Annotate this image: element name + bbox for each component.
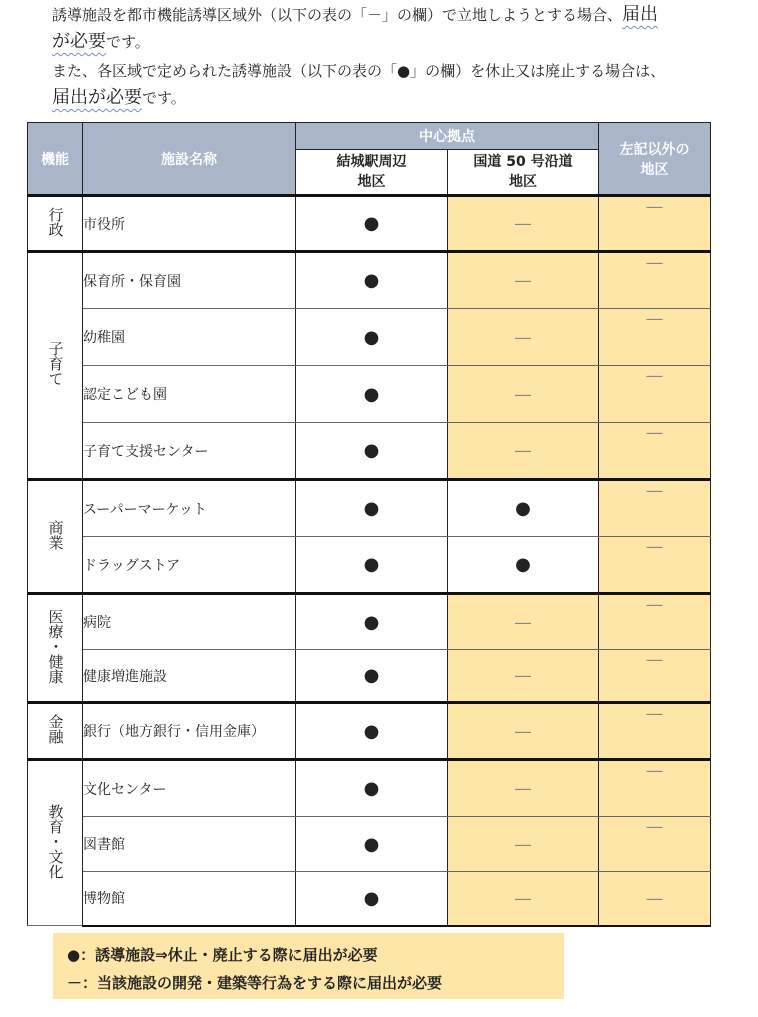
table-row	[28, 872, 711, 926]
table-row	[28, 594, 711, 650]
yuki-mark-cell: ●	[296, 309, 448, 366]
route50-mark-cell: ―	[448, 366, 599, 423]
route50-mark-cell: ―	[448, 817, 599, 872]
intro-p1-tail: です。	[106, 33, 150, 51]
intro-text	[52, 0, 742, 114]
yuki-mark-cell: ●	[296, 872, 448, 926]
function-label: 教育・文化	[46, 803, 65, 879]
header-other-districts	[599, 123, 711, 196]
function-cell	[28, 196, 83, 252]
other-mark-cell: ―	[599, 423, 711, 480]
intro-p1-text: 誘導施設を都市機能誘導区域外（以下の表の「－」の欄）で立地しようとする場合、	[52, 6, 623, 24]
header-route50-line1: 国道 50 号沿道	[473, 154, 573, 170]
intro-paragraph-1	[52, 0, 742, 58]
other-mark-cell: ―	[599, 650, 711, 703]
table-body	[28, 196, 711, 926]
other-mark-cell: ―	[599, 196, 711, 252]
function-label: 行政	[46, 206, 65, 237]
table-header	[28, 123, 711, 196]
route50-mark-cell: ●	[448, 480, 599, 537]
header-function: 機能	[28, 123, 83, 196]
other-mark-cell: ―	[599, 366, 711, 423]
facility-name-cell: 保育所・保育園	[83, 252, 296, 309]
header-other-line1: 左記以外の	[619, 141, 690, 158]
table-row	[28, 252, 711, 309]
header-center-hub: 中心拠点	[296, 123, 599, 150]
route50-mark-cell: ―	[448, 594, 599, 650]
other-mark-cell: ―	[599, 537, 711, 594]
table-row	[28, 537, 711, 594]
table-row	[28, 760, 711, 817]
route50-mark-cell: ―	[448, 252, 599, 309]
legend-line-1: ●：誘導施設⇒休止・廃止する際に届出が必要	[67, 946, 378, 964]
yuki-mark-cell: ●	[296, 650, 448, 703]
yuki-mark-cell: ●	[296, 760, 448, 817]
header-route50	[448, 150, 599, 196]
legend-line-2: －：当該施設の開発・建築等行為をする際に届出が必要	[67, 974, 443, 992]
function-label: 医療・健康	[46, 608, 65, 684]
facility-name-cell: 病院	[83, 594, 296, 650]
header-yuki-station	[296, 150, 448, 196]
yuki-mark-cell: ●	[296, 537, 448, 594]
table-row	[28, 703, 711, 760]
route50-mark-cell: ―	[448, 872, 599, 926]
function-cell	[28, 480, 83, 594]
header-yuki-line1: 結城駅周辺	[336, 154, 407, 170]
facility-name-cell: 図書館	[83, 817, 296, 872]
header-facility-name: 施設名称	[83, 123, 296, 196]
facility-name-cell: 幼稚園	[83, 309, 296, 366]
function-cell	[28, 760, 83, 926]
yuki-mark-cell: ●	[296, 423, 448, 480]
route50-mark-cell: ―	[448, 309, 599, 366]
route50-mark-cell: ●	[448, 537, 599, 594]
function-cell	[28, 594, 83, 703]
table-row	[28, 366, 711, 423]
other-mark-cell: ―	[599, 480, 711, 537]
table-row	[28, 480, 711, 537]
route50-mark-cell: ―	[448, 650, 599, 703]
intro-p2-emphasis: 届出が必要	[52, 87, 142, 108]
route50-mark-cell: ―	[448, 423, 599, 480]
route50-mark-cell: ―	[448, 703, 599, 760]
intro-paragraph-2	[52, 60, 742, 114]
other-mark-cell: ―	[599, 309, 711, 366]
route50-mark-cell: ―	[448, 196, 599, 252]
function-cell	[28, 252, 83, 480]
facility-name-cell: スーパーマーケット	[83, 480, 296, 537]
function-label: 金融	[46, 714, 65, 744]
other-mark-cell: ―	[599, 594, 711, 650]
other-mark-cell: ―	[599, 760, 711, 817]
intro-p2-tail: です。	[142, 89, 186, 107]
induced-facilities-table	[27, 122, 711, 927]
table-row	[28, 650, 711, 703]
function-cell	[28, 703, 83, 760]
yuki-mark-cell: ●	[296, 703, 448, 760]
yuki-mark-cell: ●	[296, 366, 448, 423]
intro-p1-emphasis: 届出	[622, 4, 659, 25]
other-mark-cell: ―	[599, 817, 711, 872]
other-mark-cell: ―	[599, 252, 711, 309]
header-yuki-line2: 地区	[357, 174, 386, 190]
facility-name-cell: 銀行（地方銀行・信用金庫）	[83, 703, 296, 760]
route50-mark-cell: ―	[448, 760, 599, 817]
yuki-mark-cell: ●	[296, 594, 448, 650]
intro-p1-emphasis-2: が必要	[52, 31, 106, 52]
facility-name-cell: ドラッグストア	[83, 537, 296, 594]
function-label: 商業	[46, 519, 65, 550]
other-mark-cell: ―	[599, 872, 711, 926]
facility-name-cell: 文化センター	[83, 760, 296, 817]
yuki-mark-cell: ●	[296, 480, 448, 537]
facility-name-cell: 市役所	[83, 196, 296, 252]
facility-name-cell: 博物館	[83, 872, 296, 926]
other-mark-cell: ―	[599, 703, 711, 760]
facility-name-cell: 認定こども園	[83, 366, 296, 423]
legend-box	[53, 933, 564, 999]
intro-p2-text: また、各区域で定められた誘導施設（以下の表の「●」の欄）を休止又は廃止する場合は、	[52, 62, 666, 80]
yuki-mark-cell: ●	[296, 817, 448, 872]
table-row	[28, 817, 711, 872]
table-row	[28, 196, 711, 252]
table-row	[28, 309, 711, 366]
facility-name-cell: 健康増進施設	[83, 650, 296, 703]
function-label: 子育て	[46, 341, 65, 386]
table-row	[28, 423, 711, 480]
yuki-mark-cell: ●	[296, 196, 448, 252]
facility-name-cell: 子育て支援センター	[83, 423, 296, 480]
yuki-mark-cell: ●	[296, 252, 448, 309]
header-route50-line2: 地区	[509, 174, 537, 190]
header-other-line2: 地区	[640, 161, 669, 178]
